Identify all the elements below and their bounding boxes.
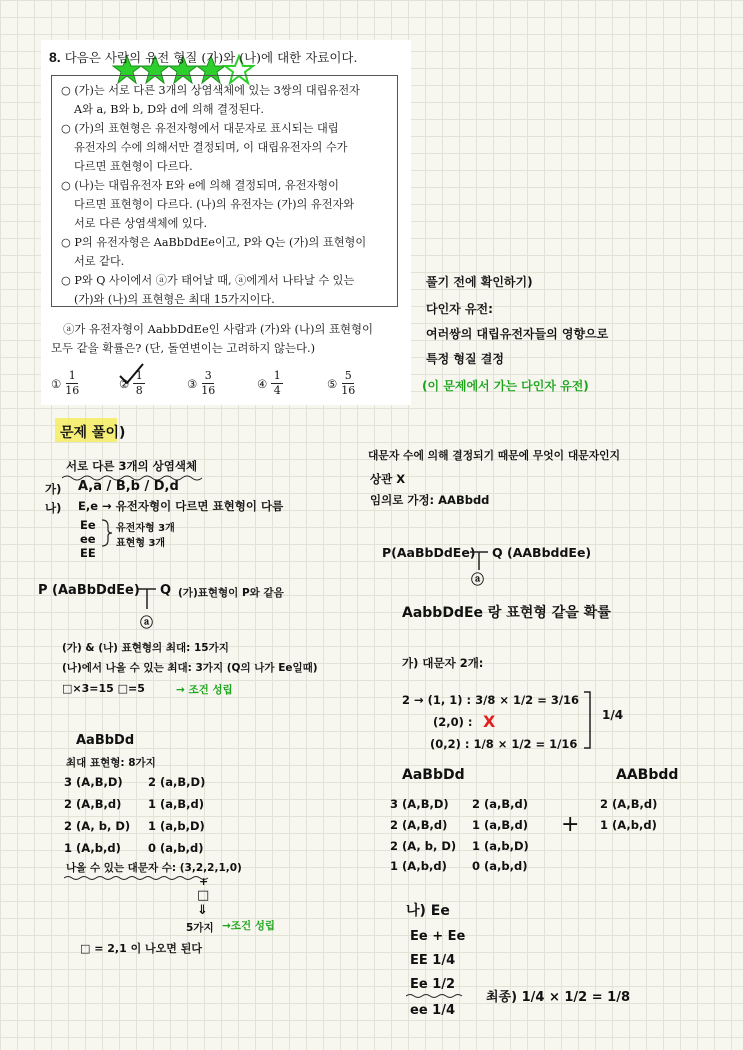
note-line: Ee + Ee <box>410 929 466 944</box>
note-line: 대문자 수에 의해 결정되기 때문에 무엇이 대문자인지 <box>368 449 621 462</box>
choice-2[interactable] <box>119 370 145 397</box>
condition-line: ○ P와 Q 사이에서 ⓐ가 태어날 때, ⓐ에게서 나타날 수 있는 <box>61 274 355 287</box>
brace-icon <box>100 518 114 548</box>
calc-line: (2,0) : <box>433 715 473 729</box>
phenotype-row: 2 (A,B,d) <box>390 818 448 832</box>
choice-number: ① <box>51 376 62 391</box>
phenotype-row: 1 (a,B,d) <box>148 797 205 811</box>
choice-fraction: $\frac{1}{4}$ <box>271 370 283 397</box>
cross-symbol <box>136 585 158 613</box>
note-line: Ee 1/2 <box>410 977 456 992</box>
phenotype-row: 2 (A, b, D) <box>390 839 457 853</box>
offspring-a: ⓐ <box>471 573 485 588</box>
allele-list: A,a / B,b / D,d <box>78 479 179 494</box>
note-line: (나)에서 나올 수 있는 최대: 3가지 (Q의 나가 Ee일때) <box>62 662 318 674</box>
condition-line: 다르면 표현형이 다르다. <box>74 160 193 173</box>
question-number: 8. <box>49 49 61 65</box>
question-body-line: 모두 같을 확률은? (단, 돌연변이는 고려하지 않는다.) <box>51 341 316 355</box>
side-note-green: (이 문제에서 가는 다인자 유전) <box>422 379 589 393</box>
choice-number: ④ <box>257 376 268 391</box>
question-card <box>41 40 411 405</box>
choice-fraction: $\frac{1}{16}$ <box>65 369 80 397</box>
bracket-icon <box>582 690 594 750</box>
note-line: EE 1/4 <box>410 953 456 968</box>
choice-1[interactable] <box>51 370 79 397</box>
note-green: →조건 성립 <box>222 920 276 932</box>
cross-parent-q: Q <box>160 583 172 598</box>
choice-fraction: $\frac{5}{16}$ <box>341 369 356 397</box>
choice-4[interactable] <box>257 370 283 397</box>
note-label: 나) <box>45 501 62 515</box>
genotype-label: AABbdd <box>616 767 679 783</box>
note-line: ee 1/4 <box>410 1003 455 1018</box>
phenotype-row: 1 (A,b,d) <box>390 859 447 873</box>
condition-line: ○ P의 유전자형은 AaBbDdEe이고, P와 Q는 (가)의 표현형이 <box>61 236 367 249</box>
choice-3[interactable] <box>187 370 215 397</box>
cross-parent-p: P(AaBbDdEe) <box>382 545 476 560</box>
note-line: □ = 2,1 이 나오면 된다 <box>80 942 202 955</box>
side-note-line: 다인자 유전: <box>426 302 493 316</box>
genotype-ee: EE <box>80 546 96 560</box>
side-note-heading: 풀기 전에 확인하기) <box>426 275 533 289</box>
choice-number: ② <box>119 376 130 391</box>
side-note-line: 여러쌍의 대립유전자들의 영향으로 <box>426 327 609 341</box>
note-line: 최대 표현형: 8가지 <box>66 757 156 769</box>
question-body <box>51 320 373 358</box>
condition-line: ○ (나)는 대립유전자 E와 e에 의해 결정되며, 유전자형이 <box>61 179 339 192</box>
note-line: 가) 대문자 2개: <box>402 656 484 670</box>
condition-line: 서로 같다. <box>74 255 125 268</box>
question-body-line: ⓐ가 유전자형이 AabbDdEe인 사람과 (가)와 (나)의 표현형이 <box>63 322 374 336</box>
note-line: 상관 X <box>370 472 406 486</box>
phenotype-row: 3 (A,B,D) <box>390 797 449 811</box>
note-green: → 조건 성립 <box>176 684 233 696</box>
note-line: E,e → 유전자형이 다르면 표현형이 다름 <box>78 499 284 513</box>
wavy-underline <box>406 993 468 999</box>
down-arrow-icon: ⇓ <box>197 903 208 918</box>
cross-parent-q: Q (AABbddEe) <box>492 545 592 560</box>
genotype-label: AaBbDd <box>76 733 135 748</box>
condition-line: (가)와 (나)의 표현형은 최대 15가지이다. <box>74 293 275 306</box>
note-line: 5가지 <box>186 922 214 934</box>
plus-sign: + <box>561 812 580 837</box>
side-note-line: 특정 형질 결정 <box>426 352 504 366</box>
condition-line: 서로 다른 상염색체에 있다. <box>74 217 208 230</box>
question-title <box>49 48 357 66</box>
genotype-label: AaBbDd <box>402 767 465 783</box>
choice-5[interactable] <box>327 370 355 397</box>
offspring-a: ⓐ <box>140 616 154 631</box>
note-line: 임의로 가정: AABbdd <box>370 493 490 507</box>
choice-number: ⑤ <box>327 376 338 391</box>
genotype-ee: Ee <box>80 518 96 532</box>
phenotype-row: 0 (a,b,d) <box>472 859 528 873</box>
target-heading: AabbDdEe 랑 표현형 같을 확률 <box>402 605 611 621</box>
question-title-text: 다음은 사람의 유전 형질 (가)와 (나)에 대한 자료이다. <box>64 50 358 65</box>
genotype-ee: ee <box>80 532 96 546</box>
phenotype-row: 1 (a,b,D) <box>148 819 205 833</box>
phenotype-row: 1 (A,b,d) <box>64 841 121 855</box>
condition-line: 다르면 표현형이 다르다. (나)의 유전자는 (가)의 유전자와 <box>74 198 355 211</box>
phenotype-row: 2 (A,B,d) <box>600 797 658 811</box>
choice-number: ③ <box>187 376 198 391</box>
note-heading: 나) Ee <box>406 903 450 919</box>
choice-fraction: $\frac{3}{16}$ <box>201 369 216 397</box>
conditions-box <box>51 75 398 307</box>
check-mark-icon <box>117 362 147 386</box>
phenotype-row: 1 (a,B,d) <box>472 818 529 832</box>
phenotype-row: 1 (a,b,D) <box>472 839 529 853</box>
phenotype-row: 2 (a,B,d) <box>472 797 529 811</box>
condition-line: 유전자의 수에 의해서만 결정되며, 이 대립유전자의 수가 <box>74 141 348 154</box>
phenotype-row: 2 (a,B,D) <box>148 775 206 789</box>
red-x-mark: X <box>483 712 496 731</box>
solution-heading: 문제 풀이) <box>60 425 126 441</box>
final-answer: 최종) 1/4 × 1/2 = 1/8 <box>486 990 630 1005</box>
cross-parent-p: P (AaBbDdEe) <box>38 583 140 598</box>
sum-value: 1/4 <box>602 708 624 722</box>
note-line: 서로 다른 3개의 상염색체 <box>66 459 198 473</box>
phenotype-row: 0 (a,b,d) <box>148 841 204 855</box>
phenotype-row: 2 (A,B,d) <box>64 797 122 811</box>
note-line: 표현형 3개 <box>116 538 166 549</box>
note-line: 나올 수 있는 대문자 수: (3,2,2,1,0) <box>66 862 242 874</box>
calc-line: (0,2) : 1/8 × 1/2 = 1/16 <box>430 737 578 751</box>
condition-line: ○ (가)는 서로 다른 3개의 상염색체에 있는 3쌍의 대립유전자 <box>61 84 360 97</box>
note-line: □×3=15 □=5 <box>62 682 145 695</box>
condition-line: A와 a, B와 b, D와 d에 의해 결정된다. <box>74 103 264 116</box>
condition-line: ○ (가)의 표현형은 유전자형에서 대문자로 표시되는 대립 <box>61 122 339 135</box>
choice-fraction: $\frac{1}{8}$ <box>133 370 145 397</box>
plus-sign: + <box>199 875 209 888</box>
phenotype-row: 3 (A,B,D) <box>64 775 123 789</box>
phenotype-row: 2 (A, b, D) <box>64 819 131 833</box>
note-line: (가) & (나) 표현형의 최대: 15가지 <box>62 642 229 654</box>
calc-line: 2 → (1, 1) : 3/8 × 1/2 = 3/16 <box>402 693 580 707</box>
box-symbol: □ <box>197 888 210 903</box>
note-label: 가) <box>45 482 62 496</box>
note-line: 유전자형 3개 <box>116 523 175 534</box>
phenotype-row: 1 (A,b,d) <box>600 818 657 832</box>
cross-note: (가)표현형이 P와 같음 <box>178 587 284 599</box>
